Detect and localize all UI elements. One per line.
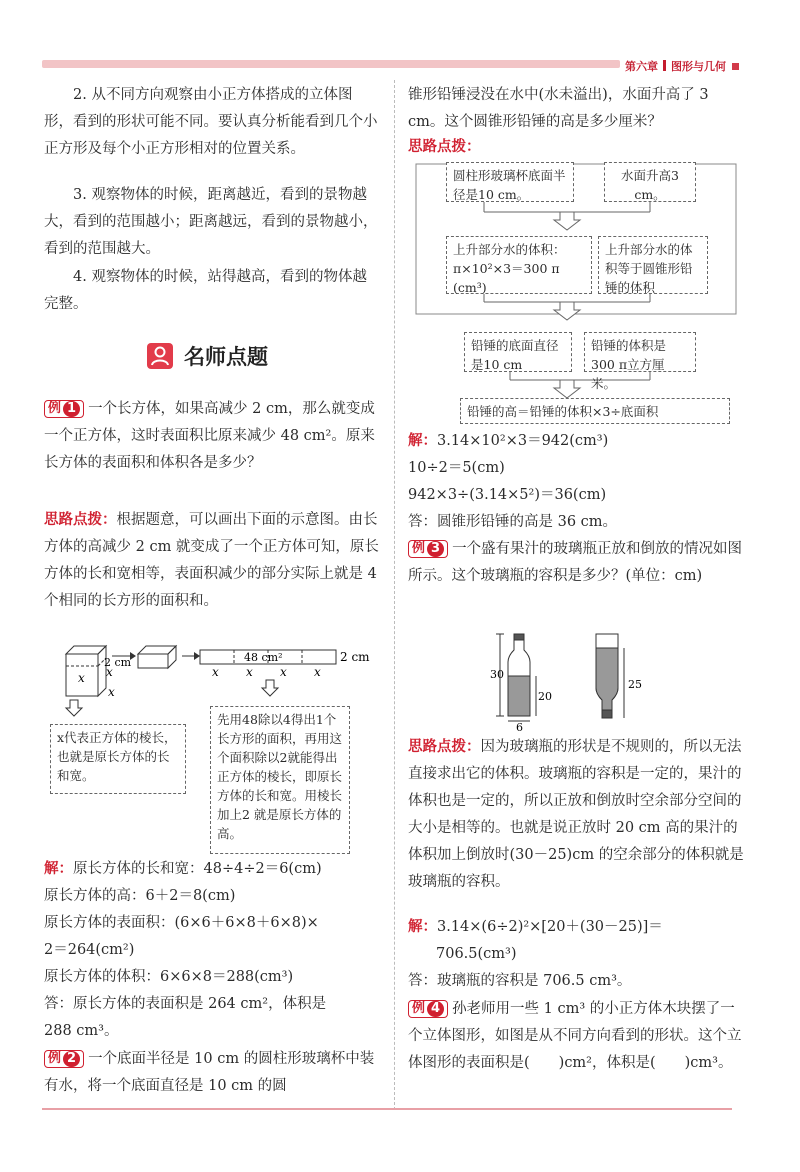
header-square-icon bbox=[732, 63, 739, 70]
cube-shape bbox=[138, 646, 176, 668]
column-divider bbox=[394, 80, 395, 1110]
solution-line bbox=[44, 856, 384, 883]
footer-bar bbox=[42, 1108, 732, 1110]
note-3: 3. 观察物体的时候，距离越近，看到的景物越大，看到的范围越小；距离越远，看到的景物越小，看到的范围越大。 bbox=[44, 187, 378, 257]
x-label-s4: x bbox=[314, 665, 321, 679]
example-2-text: 一个底面半径是 10 cm 的圆柱形玻璃杯中装有水，将一个底面直径是 10 cm 的圆 bbox=[44, 1051, 375, 1094]
example-4-text: 孙老师用一些 1 cm³ 的小正方体木块摆了一个立体图形，如图是从不同方向看到的形状。这个立体图形的表面积是( )cm²，体积是( )cm³。 bbox=[408, 1001, 742, 1071]
example-3-badge bbox=[408, 540, 448, 558]
arrow-2-head bbox=[194, 652, 200, 660]
solution-label: 解： bbox=[408, 433, 437, 449]
x-label-front: x bbox=[78, 671, 85, 685]
chapter-label: 第六章 bbox=[625, 60, 658, 73]
solution-text: 3.14×10²×3＝942(cm³) bbox=[437, 433, 609, 449]
x-label-s1: x bbox=[212, 665, 219, 679]
example-2-hint-label bbox=[408, 134, 744, 161]
example-2-question bbox=[44, 1046, 380, 1100]
example-1-question bbox=[44, 396, 380, 477]
example-3-text: 一个盛有果汁的玻璃瓶正放和倒放的情况如图所示。这个玻璃瓶的容积是多少？(单位：cm) bbox=[408, 541, 743, 584]
flow-box-cone-volume: 铅锤的体积是300 π立方厘米。 bbox=[584, 332, 696, 372]
dim-label-2cm-right: 2 cm bbox=[340, 650, 370, 664]
solution-text: 原长方体的长和宽：48÷4÷2＝6(cm) bbox=[73, 861, 322, 877]
solution-line bbox=[408, 914, 744, 941]
note-box-right: 先用48除以4得出1个长方形的面积，再用这个面积除以2就能得出正方体的棱长，即原长方体的长和宽。用棱长加上2 就是原长方体的高。 bbox=[210, 706, 350, 854]
section-title: 名师点题 bbox=[184, 345, 268, 369]
example-1-solution bbox=[44, 856, 384, 1045]
example-number: 4 bbox=[427, 1001, 444, 1017]
label-20: 20 bbox=[538, 690, 552, 703]
solution-line: 答：原长方体的表面积是 264 cm²，体积是 bbox=[44, 996, 327, 1012]
area-label: 48 cm² bbox=[244, 651, 283, 664]
solution-line: 原长方体的表面积：(6×6＋6×8＋6×8)× bbox=[44, 915, 319, 931]
x-label-s3: x bbox=[280, 665, 287, 679]
header-separator bbox=[663, 60, 666, 71]
example-1-text: 一个长方体，如果高减少 2 cm，那么就变成一个正方体，这时表面积比原来减少 48 cm²。原来长方体的表面积和体积各是多少？ bbox=[44, 401, 375, 471]
down-arrow-left bbox=[66, 700, 82, 716]
solution-text: 3.14×(6÷2)²×[20＋(30－25)]＝ bbox=[437, 919, 663, 935]
example-4-question bbox=[408, 996, 744, 1077]
note-box-left: x代表正方体的棱长，也就是原长方体的长和宽。 bbox=[50, 724, 186, 794]
solution-line: 原长方体的体积：6×6×8＝288(cm³) bbox=[44, 969, 294, 985]
hint-text: 根据题意，可以画出下面的示意图。由长方体的高减少 2 cm 就变成了一个正方体可知，原长方体的长和宽相等，表面积减少的部分实际上就是 4 个相同的长方形的面积和。 bbox=[44, 512, 379, 609]
example-2-continued: 锥形铅锤浸没在水中(水未溢出)，水面升高了 3 cm。这个圆锥形铅锤的高是多少厘米？ bbox=[408, 87, 709, 130]
solution-line: 10÷2＝5(cm) bbox=[408, 460, 505, 476]
example-2-badge bbox=[44, 1050, 84, 1068]
flow-box-water-rise: 水面升高3 cm。 bbox=[604, 162, 696, 202]
note-2: 2. 从不同方向观察由小正方体搭成的立体图形，看到的形状可能不同。要认真分析能看到几个小正方形及每个小正方形相对的位置关系。 bbox=[44, 87, 378, 157]
flow-arrow-3 bbox=[554, 380, 580, 398]
flow-box-equal-volume: 上升部分水的体积等于圆锥形铅锤的体积 bbox=[598, 236, 708, 294]
example-tag: 例 bbox=[48, 401, 62, 416]
solution-line: 答：圆锥形铅锤的高是 36 cm。 bbox=[408, 514, 618, 530]
hint-text: 因为玻璃瓶的形状是不规则的，所以无法直接求出它的体积。玻璃瓶的容积是一定的，果汁的体积也是一定的，所以正放和倒放时空余部分空间的大小是相等的。也就是说正放时 20 cm 高的果汁的体积加上倒放时(30－25)cm 的空余部分的体积就是玻璃瓶的容积。 bbox=[408, 739, 744, 890]
example-3-solution bbox=[408, 914, 744, 995]
flow-box-cylinder-radius: 圆柱形玻璃杯底面半径是10 cm。 bbox=[446, 162, 574, 202]
solution-line: 706.5(cm³) bbox=[436, 946, 517, 962]
solution-line: 原长方体的高：6＋2＝8(cm) bbox=[44, 888, 236, 904]
flow-arrow-1 bbox=[554, 212, 580, 230]
bottle-upright bbox=[508, 634, 530, 716]
label-25: 25 bbox=[628, 678, 642, 691]
dim-label-2cm-top: 2 cm bbox=[104, 656, 132, 669]
hint-label: 思路点拨： bbox=[408, 739, 481, 755]
x-label-bottom: x bbox=[108, 685, 115, 699]
solution-line: 288 cm³。 bbox=[44, 1023, 119, 1039]
solution-line: 2＝264(cm²) bbox=[44, 942, 135, 958]
solution-line: 答：玻璃瓶的容积是 706.5 cm³。 bbox=[408, 973, 632, 989]
note-4: 4. 观察物体的时候，站得越高，看到的物体越完整。 bbox=[44, 269, 367, 312]
x-label-side: x bbox=[106, 665, 113, 679]
flow-arrow-2 bbox=[554, 302, 580, 320]
running-header bbox=[625, 58, 739, 74]
example-4-badge bbox=[408, 1000, 448, 1018]
example-1-hint bbox=[44, 507, 380, 615]
flow-box-base-diameter: 铅锤的底面直径是10 cm bbox=[464, 332, 572, 372]
label-6: 6 bbox=[516, 721, 523, 734]
bottles-figure bbox=[490, 626, 650, 734]
cuboid-shape bbox=[66, 646, 106, 696]
teacher-icon bbox=[147, 343, 173, 369]
example-1-badge bbox=[44, 400, 84, 418]
bottle-inverted bbox=[596, 634, 618, 718]
flow-box-water-volume: 上升部分水的体积：π×10²×3＝300 π (cm³) bbox=[446, 236, 592, 294]
header-bar bbox=[42, 60, 620, 68]
example-number: 3 bbox=[427, 541, 444, 557]
label-30: 30 bbox=[490, 668, 504, 681]
example-tag: 例 bbox=[412, 1001, 426, 1016]
flow-box-height-formula: 铅锤的高＝铅锤的体积×3÷底面积 bbox=[460, 398, 730, 424]
example-number: 1 bbox=[63, 401, 80, 417]
hint-label: 思路点拨： bbox=[44, 512, 117, 528]
example-number: 2 bbox=[63, 1051, 80, 1067]
juice-upright bbox=[508, 676, 530, 716]
juice-inverted bbox=[596, 648, 618, 710]
hint-label: 思路点拨： bbox=[408, 139, 481, 155]
solution-line bbox=[408, 428, 744, 455]
solution-label: 解： bbox=[44, 861, 73, 877]
example-3-question bbox=[408, 536, 744, 590]
example-tag: 例 bbox=[412, 541, 426, 556]
example-3-hint bbox=[408, 734, 744, 896]
section-label: 图形与几何 bbox=[671, 60, 726, 73]
example-tag: 例 bbox=[48, 1051, 62, 1066]
solution-label: 解： bbox=[408, 919, 437, 935]
example-2-solution bbox=[408, 428, 744, 536]
down-arrow-right bbox=[262, 680, 278, 696]
solution-line: 942×3÷(3.14×5²)＝36(cm) bbox=[408, 487, 607, 503]
x-label-s2: x bbox=[246, 665, 253, 679]
